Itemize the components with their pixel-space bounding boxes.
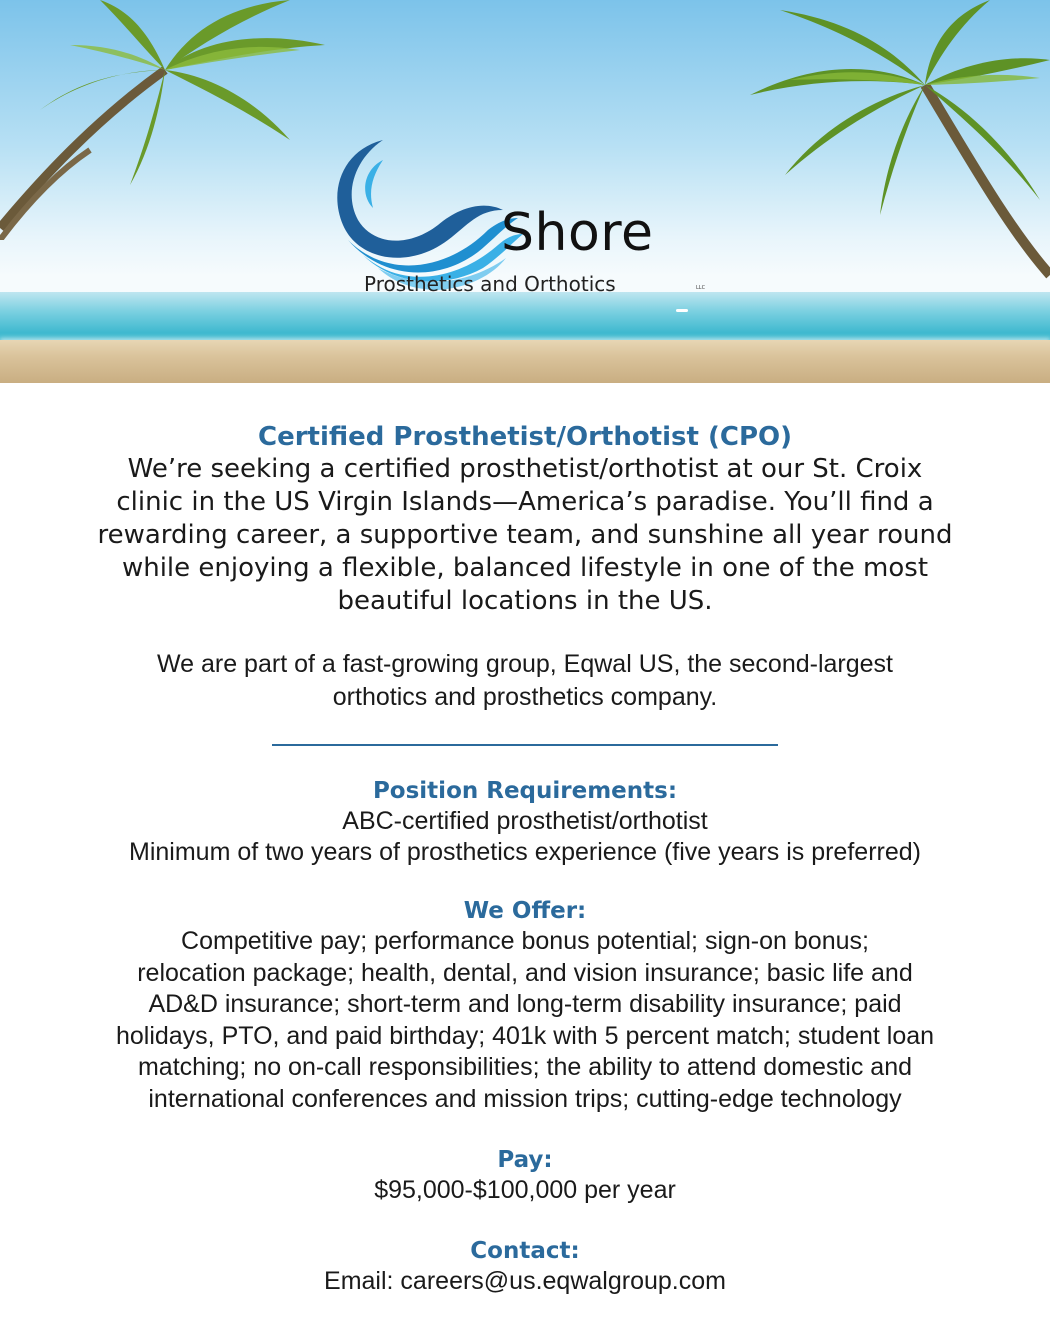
requirements-heading: Position Requirements: (372, 778, 678, 804)
job-posting (0, 421, 1050, 1297)
requirements-list (0, 806, 1050, 868)
offer-line: matching; no on-call responsibilities; the ability to attend domestic and (137, 1053, 913, 1081)
contact-email: Email: careers@us.eqwalgroup.com (324, 1267, 726, 1295)
beach-sand (0, 340, 1050, 383)
job-intro (25, 453, 1025, 618)
intro-line: clinic in the US Virgin Islands—America’s paradise. You’ll find a (116, 487, 934, 517)
intro-line: beautiful locations in the US. (337, 586, 713, 616)
offer-line: international conferences and mission trips; cutting-edge technology (148, 1084, 902, 1113)
logo-subtitle: Prosthetics and Orthotics (364, 272, 616, 296)
section-divider (272, 744, 778, 746)
offer-line: relocation package; health, dental, and vision insurance; basic life and (137, 958, 913, 987)
job-title: Certified Prosthetist/Orthotist (CPO) (257, 422, 792, 452)
intro-line: while enjoying a flexible, balanced lifestyle in one of the most (121, 553, 929, 583)
pay-heading: Pay: (497, 1147, 553, 1173)
shore-logo (328, 130, 728, 305)
offer-heading: We Offer: (463, 898, 587, 924)
intro-line: We’re seeking a certified prosthetist/orthotist at our St. Croix (127, 454, 923, 484)
company-group-info (75, 648, 975, 714)
pay-value: $95,000-$100,000 per year (374, 1176, 676, 1204)
group-line: orthotics and prosthetics company. (332, 683, 718, 711)
group-line: We are part of a fast-growing group, Eqwal US, the second-largest (156, 650, 894, 678)
offer-line: holidays, PTO, and paid birthday; 401k with 5 percent match; student loan (115, 1021, 935, 1050)
offer-line: Competitive pay; performance bonus potential; sign-on bonus; (181, 927, 869, 955)
header-banner (0, 0, 1050, 383)
requirement-item: ABC-certified prosthetist/orthotist (342, 807, 708, 835)
wave-logo-icon (328, 130, 528, 290)
offer-line: AD&D insurance; short-term and long-term disability insurance; paid (148, 990, 902, 1018)
offer-text (25, 926, 1025, 1115)
boat-icon (676, 309, 688, 312)
logo-brand-name: Shore (501, 203, 654, 263)
contact-heading: Contact: (470, 1238, 580, 1264)
intro-line: rewarding career, a supportive team, and sunshine all year round (97, 520, 953, 550)
requirement-item: Minimum of two years of prosthetics experience (five years is preferred) (129, 838, 921, 866)
logo-llc: LLC (696, 285, 706, 291)
palm-tree-left-icon (0, 0, 330, 240)
